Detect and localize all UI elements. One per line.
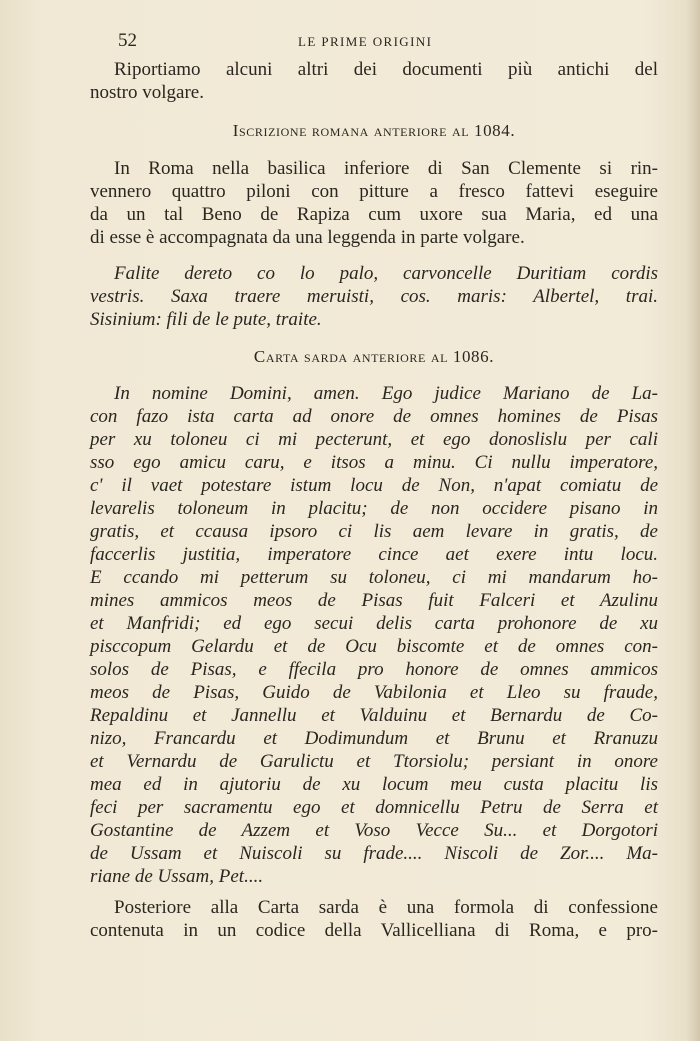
text-line: feci per sacramentu ego et domnicellu Petru de Serra et [90, 797, 658, 818]
page-number: 52 [118, 30, 137, 51]
text-line: riane de Ussam, Pet.... [90, 866, 264, 887]
text-line: gratis, et ccausa ipsoro ci lis aem levare in gratis, de [90, 521, 658, 542]
text-line: Sisinium: fili de le pute, traite. [90, 309, 322, 330]
text-line: E ccando mi petterum su toloneu, ci mi mandarum ho- [90, 567, 658, 588]
intro-paragraph [90, 58, 658, 104]
text-line: levarelis toloneum in placitu; de non occidere pisano in [90, 498, 658, 519]
text-line: nostro volgare. [90, 82, 204, 103]
text-line: mines ammicos meos de Pisas fuit Falceri et Azulinu [90, 590, 658, 611]
text-line: meos de Pisas, Guido de Vabilonia et Lleo su fraude, [90, 682, 658, 703]
text-line: Repaldinu et Jannellu et Valduinu et Bernardu de Co- [90, 705, 658, 726]
closing-paragraph [90, 896, 658, 942]
text-line: Gostantine de Azzem et Voso Vecce Su... et Dorgotori [90, 820, 658, 841]
text-line: sso ego amicu caru, e itsos a minu. Ci nullu imperatore, [90, 452, 658, 473]
page-edge-shadow [686, 0, 700, 1041]
text-line: Riportiamo alcuni altri dei documenti più antichi del [114, 59, 658, 80]
text-line: Posteriore alla Carta sarda è una formola di confessione [114, 897, 658, 918]
section-heading-iscrizione: Iscrizione romana anteriore al 1084. [232, 121, 516, 140]
page-header [118, 30, 658, 54]
text-line: vestris. Saxa traere meruisti, cos. maris: Albertel, trai. [90, 286, 658, 307]
carta-sarda-text [90, 382, 658, 888]
text-line: mea ed in ajutoriu de xu locum meu custa placitu lis [90, 774, 658, 795]
text-line: et Manfridi; ed ego secui delis carta prohonore de xu [90, 613, 658, 634]
text-line: pisccopum Gelardu et de Ocu biscomte et de omnes con- [90, 636, 658, 657]
text-line: solos de Pisas, e ffecila pro honore de omnes ammicos [90, 659, 658, 680]
iscrizione-paragraph [90, 157, 658, 249]
text-line: c' il vaet potestare istum locu de Non, n'apat comiatu de [90, 475, 658, 496]
text-line: per xu toloneu ci mi pecterunt, et ego donoslislu per cali [90, 429, 658, 450]
text-line: vennero quattro piloni con pitture a fresco fattevi eseguire [90, 181, 658, 202]
running-title: LE PRIME ORIGINI [298, 34, 433, 49]
text-line: di esse è accompagnata da una leggenda in parte volgare. [90, 227, 525, 248]
iscrizione-quote [90, 262, 658, 331]
text-line: de Ussam et Nuiscoli su frade.... Niscoli de Zor.... Ma- [90, 843, 658, 864]
section-heading-carta-sarda: Carta sarda anteriore al 1086. [253, 347, 495, 366]
text-line: contenuta in un codice della Vallicelliana di Roma, e pro- [90, 920, 658, 941]
text-line: Falite dereto co lo palo, carvoncelle Duritiam cordis [114, 263, 658, 284]
text-line: In nomine Domini, amen. Ego judice Mariano de La- [114, 383, 658, 404]
text-line: con fazo ista carta ad onore de omnes homines de Pisas [90, 406, 658, 427]
text-line: In Roma nella basilica inferiore di San Clemente si rin- [114, 158, 658, 179]
text-line: et Vernardu de Garulictu et Ttorsiolu; persiant in onore [90, 751, 658, 772]
text-line: faccerlis justitia, imperatore cince aet exere intu locu. [90, 544, 658, 565]
text-line: da un tal Beno de Rapiza cum uxore sua Maria, ed una [90, 204, 658, 225]
text-line: nizo, Francardu et Dodimundum et Brunu et Rranuzu [90, 728, 658, 749]
